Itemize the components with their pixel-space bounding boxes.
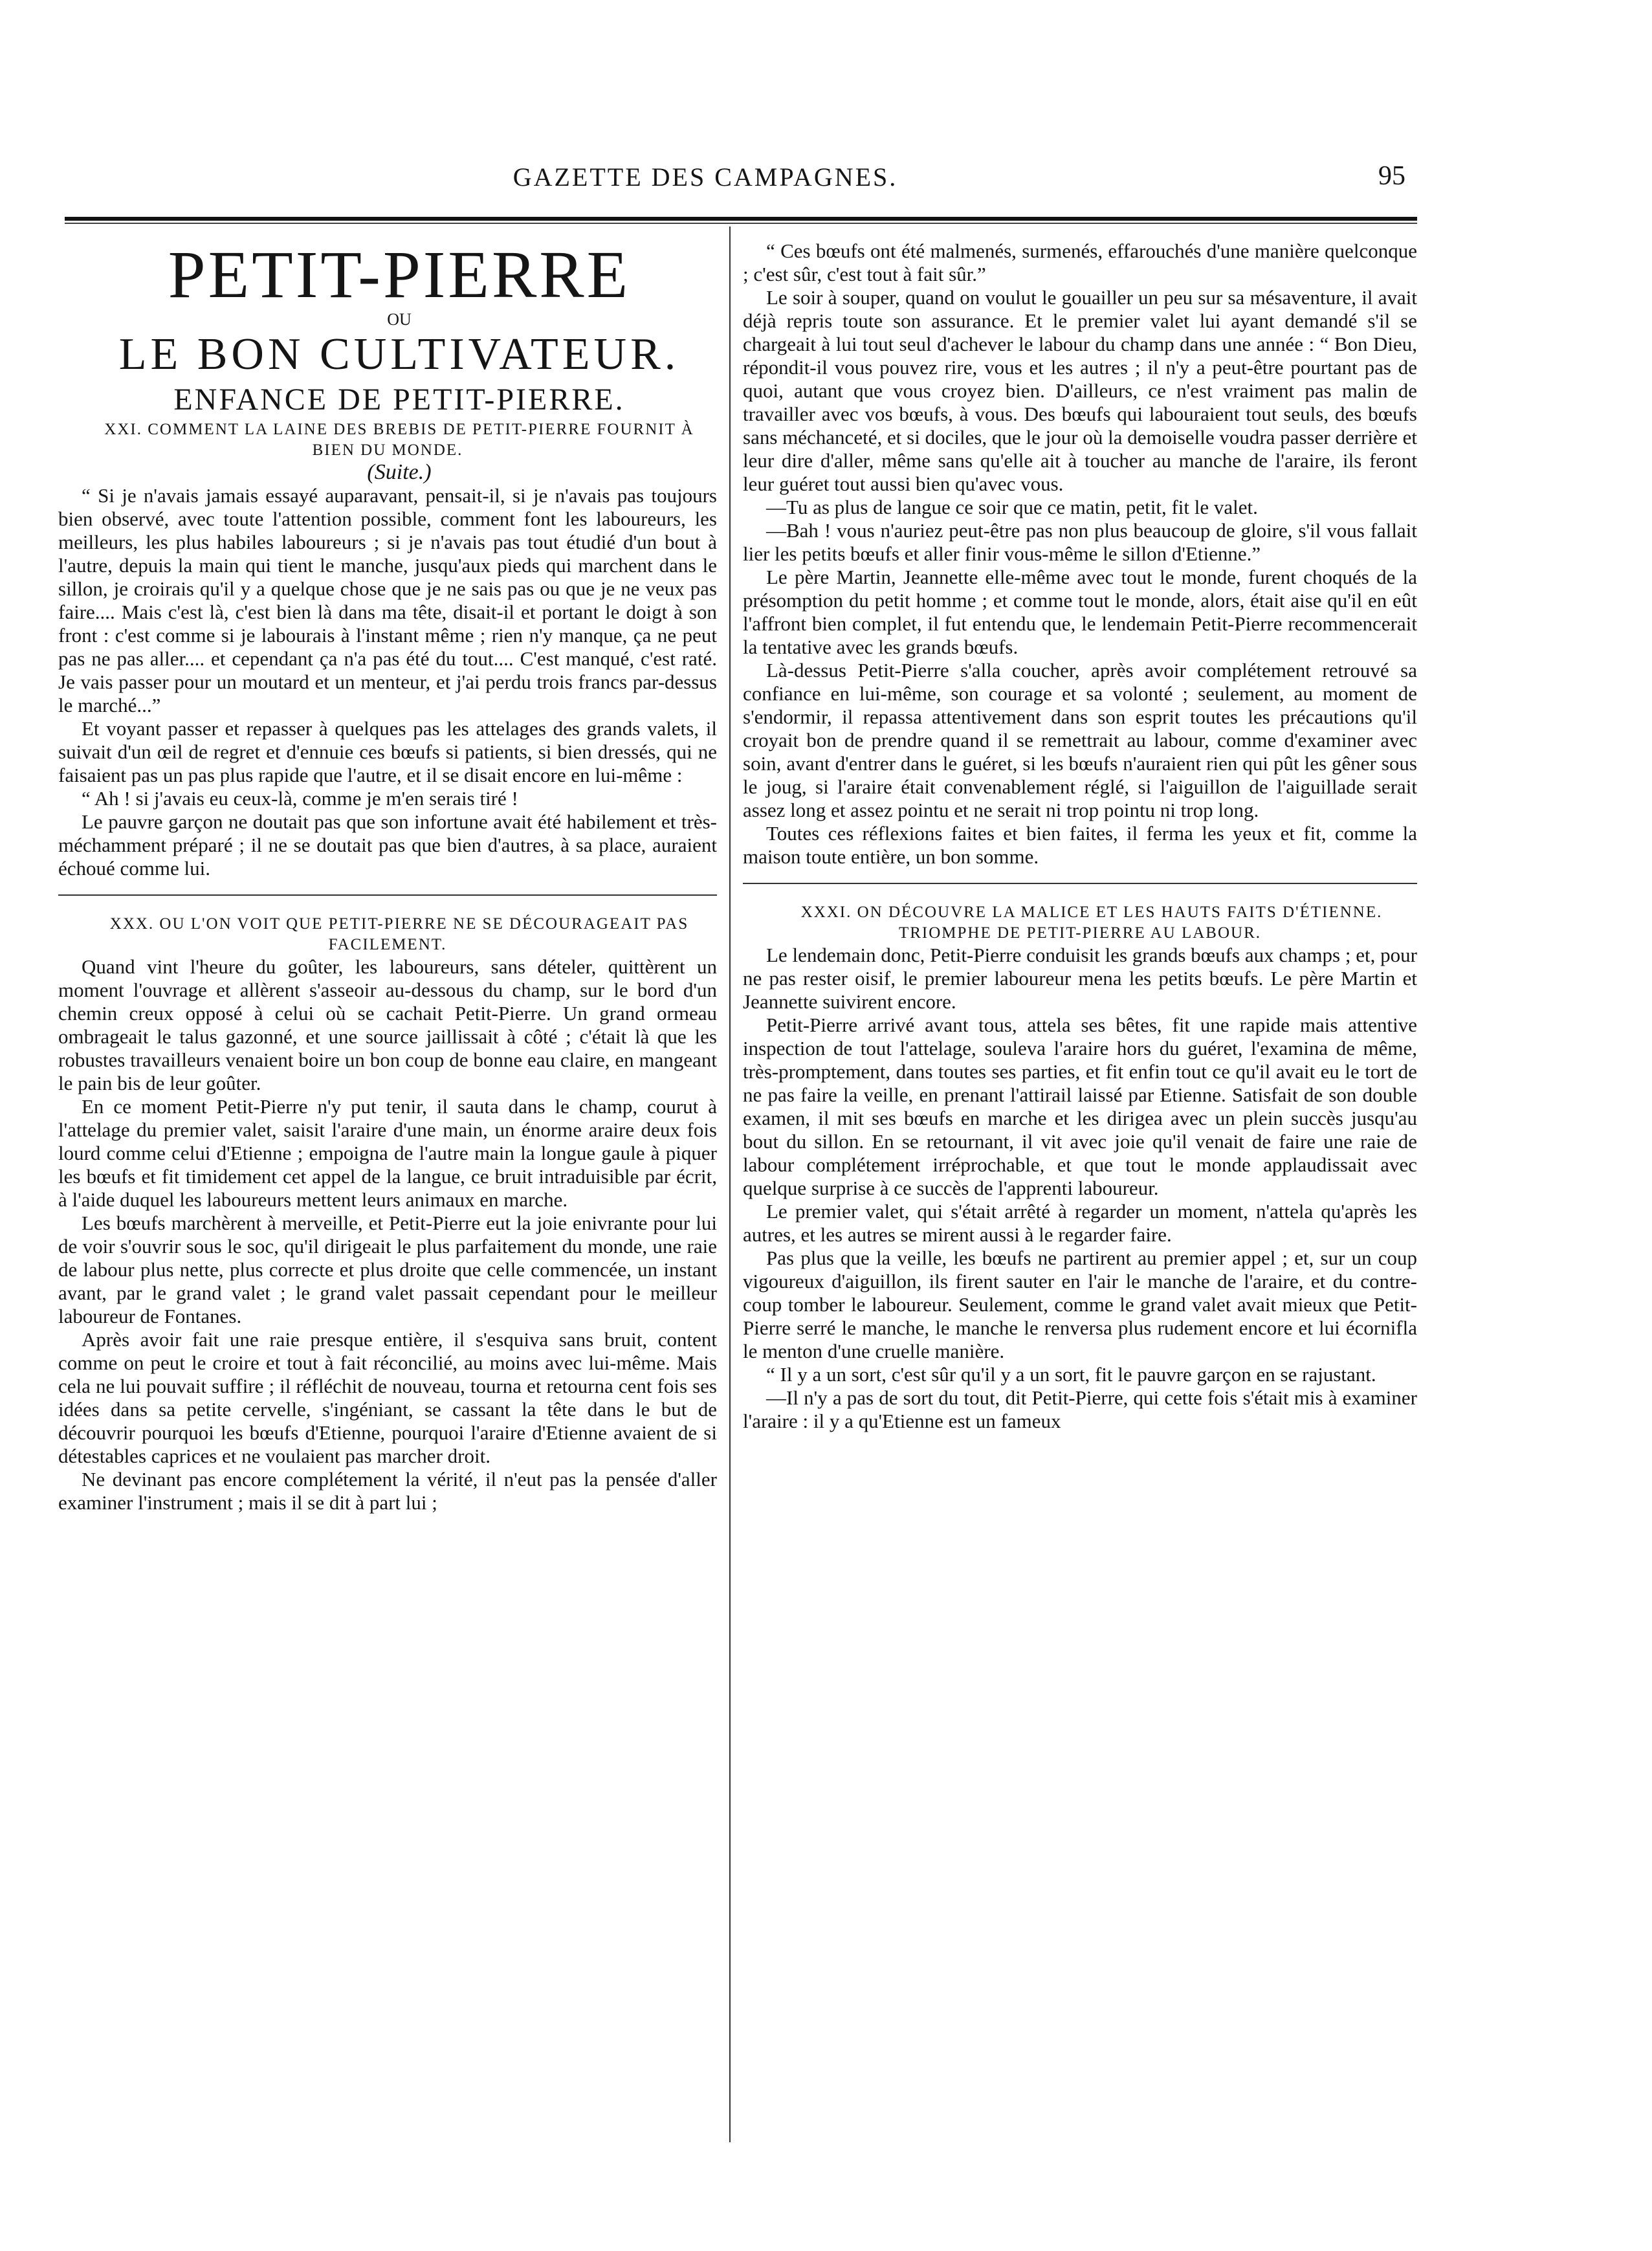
- paragraph: Petit-Pierre arrivé avant tous, attela ses bêtes, fit une rapide mais attentive inspection de tout l'attelage, souleva l'araire hors du guéret, l'examina de même, très-promptement, dans toutes ses parties, et fit enfin tout ce qu'il avait eu le tort de ne pas faire la veille, en prenant l'attirail laissé par Etienne. Satisfait de son double examen, il mit ses bœufs en marche et les dirigea avec un plein succès jusqu'au bout du sillon. En se retournant, il vit avec joie qu'il venait de faire une raie de labour complétement irréprochable, et que tout le monde applaudissait avec quelque surprise à ce succès de l'apprenti laboureur.: [743, 1014, 1417, 1199]
- paragraph: Le père Martin, Jeannette elle-même avec tout le monde, furent choqués de la présomption du petit homme ; et comme tout le monde, alors, était aise qu'il en eût l'affront bien complet, il fut entendu que, le lendemain Petit-Pierre recommencerait la tentative avec les grands bœufs.: [743, 566, 1417, 658]
- paragraph: “ Ces bœufs ont été malmenés, surmenés, effarouchés d'une manière quelconque ; c'est sûr, c'est tout à fait sûr.”: [743, 239, 1417, 285]
- paragraph: Le pauvre garçon ne doutait pas que son infortune avait été habilement et très-méchamment préparé ; il ne se doutait pas que bien d'autres, à sa place, auraient échoué comme lui.: [58, 810, 717, 880]
- paragraph: “ Ah ! si j'avais eu ceux-là, comme je m'en serais tiré !: [82, 787, 518, 810]
- page-number: 95: [1378, 161, 1405, 191]
- paragraph: Quand vint l'heure du goûter, les laboureurs, sans dételer, quittèrent un moment l'ouvrage et allèrent s'asseoir au-dessous du champ, sur le bord d'un chemin creux opposé à celui où se cachait Petit-Pierre. Un grand ormeau ombrageait le talus gazonné, et une source jaillissait à côté ; c'était là que les robustes travailleurs venaient boire un bon coup de bonne eau claire, en mangeant le pain bis de leur goûter.: [58, 955, 717, 1094]
- paragraph: Ne devinant pas encore complétement la vérité, il n'eut pas la pensée d'aller examiner l'instrument ; mais il se dit à part lui ;: [58, 1468, 717, 1514]
- paragraph: Pas plus que la veille, les bœufs ne partirent au premier appel ; et, sur un coup vigoureux d'aiguillon, ils firent sauter en l'air le manche de l'araire, et du contre-coup tomber le laboureur. Seulement, comme le grand valet avait mieux que Petit-Pierre serré le manche, le manche le renversa plus rudement encore et lui écornifla le menton d'une cruelle manière.: [743, 1247, 1417, 1362]
- section-separator: [58, 894, 717, 896]
- column-divider: [729, 227, 731, 2142]
- paragraph: Le lendemain donc, Petit-Pierre conduisit les grands bœufs aux champs ; et, pour ne pas rester oisif, le premier laboureur mena les petits bœufs. Le père Martin et Jeannette suivirent encore.: [743, 944, 1417, 1013]
- running-title: GAZETTE DES CAMPAGNES.: [512, 162, 898, 192]
- chapter-heading-xxx: XXX. OU L'ON VOIT QUE PETIT-PIERRE NE SE DÉCOURAGEAIT PAS FACILEMENT.: [109, 915, 689, 953]
- paragraph: Après avoir fait une raie presque entière, il s'esquiva sans bruit, content comme on peut le croire et tout à fait réconcilié, au moins avec lui-même. Mais cela ne lui pouvait suffire ; il réfléchit de nouveau, tourna et retourna cent fois ses idées dans sa petite cervelle, s'ingéniant, se cassant la tête dans le but de découvrir pourquoi les bœufs d'Etienne, pourquoi l'araire d'Etienne avaient de si détestables caprices et ne voulaient pas marcher droit.: [58, 1328, 717, 1467]
- story-title: PETIT-PIERRE: [168, 239, 631, 312]
- paragraph: En ce moment Petit-Pierre n'y put tenir, il sauta dans le champ, courut à l'attelage du premier valet, saisit l'araire d'une main, un énorme araire deux fois lourd comme celui d'Etienne ; empoigna de l'autre main la longue gaule à piquer les bœufs et fit timidement cet appel de la langue, ce bruit intraduisible par écrit, à l'aide duquel les laboureurs mettent leurs animaux en marche.: [58, 1095, 717, 1211]
- paragraph: —Tu as plus de langue ce soir que ce matin, petit, fit le valet.: [766, 496, 1258, 518]
- paragraph: Et voyant passer et repasser à quelques pas les attelages des grands valets, il suivait d'un œil de regret et d'ennuie ces bœufs si patients, si bien dressés, qui ne faisaient pas un pas plus rapide que l'autre, et il se disait encore en lui-même :: [58, 717, 717, 786]
- paragraph: Toutes ces réflexions faites et bien faites, il ferma les yeux et fit, comme la maison toute entière, un bon somme.: [743, 822, 1417, 868]
- paragraph: Le premier valet, qui s'était arrêté à regarder un moment, n'attela qu'après les autres, et les autres se mirent aussi à le regarder faire.: [743, 1200, 1417, 1246]
- paragraph: —Il n'y a pas de sort du tout, dit Petit-Pierre, qui cette fois s'était mis à examiner l'araire : il y a qu'Etienne est un fameux: [743, 1386, 1417, 1432]
- section-separator: [743, 883, 1417, 884]
- right-column: [743, 239, 1417, 2155]
- story-ou: OU: [387, 310, 412, 329]
- paragraph: “ Si je n'avais jamais essayé auparavant, pensait-il, si je n'avais pas toujours bien observé, avec toute l'attention possible, comment font les laboureurs, les meilleurs, les plus habiles laboureurs ; si je n'avais pas tout étudié d'un bout à l'autre, depuis la main qui tient le manche, jusqu'aux pieds qui marchent dans le sillon, je croirais qu'il y a quelque chose que je ne sais pas ou que je ne veux pas faire.... Mais c'est là, c'est bien là dans ma tête, disait-il et portant le doigt à son front : c'est comme si je labourais à l'instant même ; rien n'y manque, ça ne peut pas ne pas aller.... et cependant ça n'a pas été du tout.... C'est manqué, c'est raté. Je vais passer pour un moutard et un menteur, et j'ai perdu trois francs par-dessus le marché...”: [58, 484, 717, 716]
- suite-label: (Suite.): [367, 460, 432, 484]
- chapter-heading-xxxi: XXXI. ON DÉCOUVRE LA MALICE ET LES HAUTS FAITS D'ÉTIENNE. TRIOMPHE DE PETIT-PIERRE AU LABOUR.: [800, 904, 1383, 942]
- left-column: [58, 239, 717, 2155]
- story-subtitle: LE BON CULTIVATEUR.: [118, 329, 680, 379]
- chapter-heading-xxi: XXI. COMMENT LA LAINE DES BREBIS DE PETIT-PIERRE FOURNIT À BIEN DU MONDE.: [104, 421, 694, 459]
- paragraph: Là-dessus Petit-Pierre s'alla coucher, après avoir complétement retrouvé sa confiance en lui-même, son courage et sa volonté ; seulement, au moment de s'endormir, il repassa attentivement dans son esprit toutes les précautions qu'il croyait bon de prendre quand il se remettrait au labour, comme d'examiner avec soin, avant d'entrer dans le guéret, si les bœufs n'auraient rien qui pût les gêner sous le joug, si l'araire était convenablement réglé, si l'aiguillon de l'aiguillade serait assez long et assez pointu et ne serait ni trop pointu ni trop long.: [743, 659, 1417, 821]
- paragraph: Le soir à souper, quand on voulut le gouailler un peu sur sa mésaventure, il avait déjà repris toute son assurance. Et le premier valet lui ayant demandé s'il se chargeait à lui tout seul d'achever le labour du champ dans une année : “ Bon Dieu, répondit-il vous pouvez rire, vous et les autres ; il n'y a peut-être pourtant pas de quoi, autant que vous croyez bien. D'ailleurs, ce n'est vraiment pas malin de travailler avec vos bœufs, à vous. Des bœufs qui labouraient tout seuls, des bœufs sans méchanceté, et si dociles, que le jour où la demoiselle voudra passer derrière et leur dire d'aller, même sans qu'elle ait à toucher au manche de l'araire, ils feront leur guéret tout aussi bien qu'avec vous.: [743, 286, 1417, 495]
- page-header: [0, 0, 1652, 220]
- story-part: ENFANCE DE PETIT-PIERRE.: [173, 383, 625, 417]
- header-rule-thin: [65, 223, 1417, 224]
- paragraph: “ Il y a un sort, c'est sûr qu'il y a un sort, fit le pauvre garçon en se rajustant.: [766, 1363, 1376, 1386]
- header-rule: [65, 217, 1417, 221]
- paragraph: Les bœufs marchèrent à merveille, et Petit-Pierre eut la joie enivrante pour lui de voir s'ouvrir sous le soc, qu'il dirigeait le plus parfaitement du monde, une raie de labour plus nette, plus correcte et plus droite que celle commencée, un instant avant, par le grand valet ; le grand valet passait cependant pour le meilleur laboureur de Fontanes.: [58, 1212, 717, 1327]
- paragraph: —Bah ! vous n'auriez peut-être pas non plus beaucoup de gloire, s'il vous fallait lier les petits bœufs et aller finir vous-même le sillon d'Etienne.”: [743, 519, 1417, 565]
